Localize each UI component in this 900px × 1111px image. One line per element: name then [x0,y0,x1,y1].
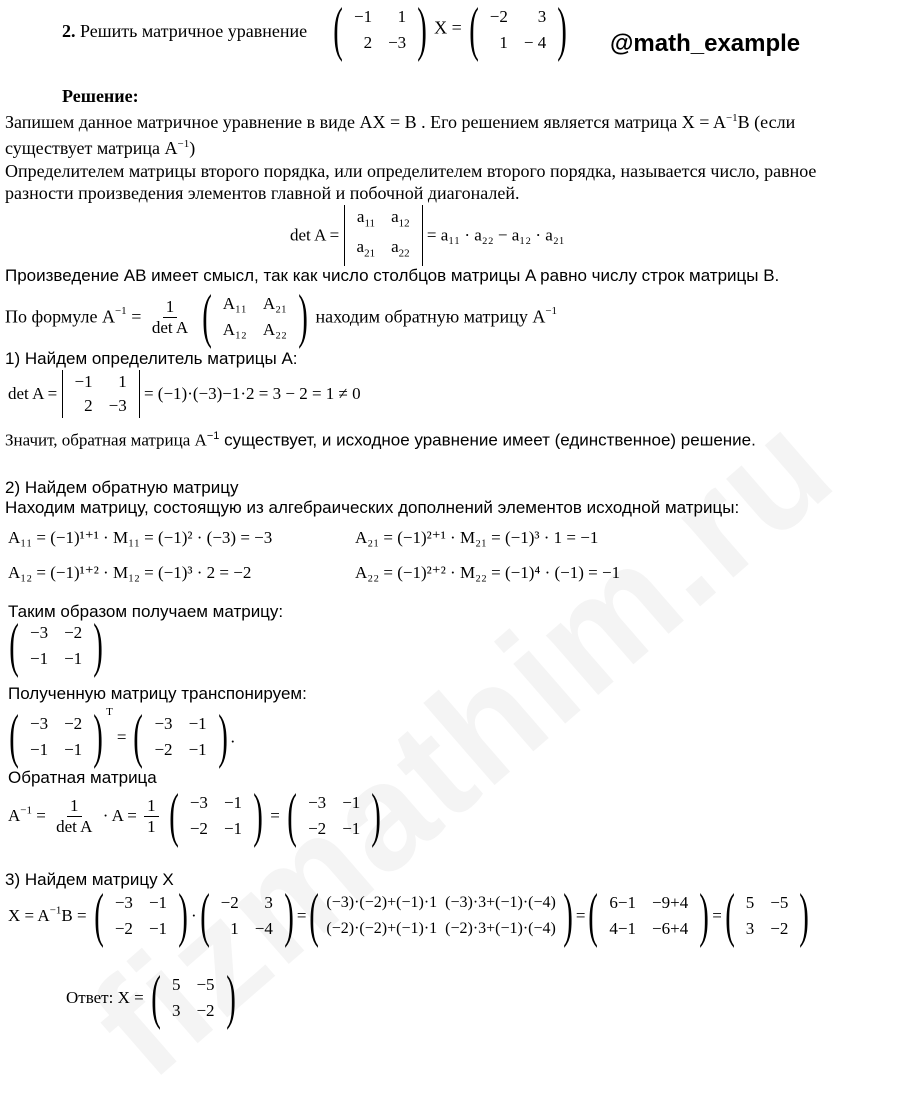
cell: −3 [29,714,49,734]
cell: −1 [64,740,83,760]
solution-heading: Решение: [62,86,139,106]
det-rhs: = a₁₁ · a₂₂ − a₁₂ · a₂₁ [426,225,565,245]
cell: −6+4 [652,919,689,938]
p5-sup: −1 [114,305,127,318]
paragraph-1 [5,112,795,133]
p1-c-end: ) [189,138,196,158]
cell: −2 [308,819,327,838]
cell: (−2)·(−2)+(−1)·1 [326,920,438,937]
cofactor-matrix: ( −3 −2 −1 −1 ) [9,612,103,679]
step-3: 3) Найдем матрицу X [5,870,174,889]
final-m5: ( 5 −5 3 −2 ) [724,882,810,949]
det-a-rhs: = (−1)·(−3)−1·2 = 3 − 2 = 1 ≠ 0 [143,384,361,403]
cell: A₂₂ [262,320,287,339]
transpose-equation [6,703,235,770]
cell: 2 [84,396,93,415]
cell: −1 [29,740,49,760]
cell: −2 [489,7,508,26]
inverse-dot-a: · A = [102,806,137,825]
paragraph-6 [5,430,756,451]
cell: −1 [188,740,207,760]
cell: 3 [537,7,547,26]
cell: 1 [230,919,239,938]
cell: 3 [171,1001,181,1020]
inverse-eq2: = [270,806,280,825]
cofactor-a22: A₂₂ = (−1)²⁺² · M₂₂ = (−1)⁴ · (−1) = −1 [355,563,621,582]
final-eq: = [296,906,307,925]
final-lhs-b: B = [61,906,87,925]
paragraph-9: Обратная матрица [8,768,157,787]
channel-handle: @math_example [610,30,801,57]
det-lhs: det A = [290,225,340,245]
cell: −1 [148,893,168,912]
final-lhs: X = A [8,906,50,925]
cofactor-a11: A₁₁ = (−1)¹⁺¹ · M₁₁ = (−1)² · (−3) = −3 [8,528,273,547]
cell: −3 [189,793,208,812]
p5-eq: = [131,306,142,327]
cell: $a_{12}$ [391,207,410,230]
cell: −1 [188,714,207,734]
cell: 5 [171,975,181,994]
cell: A₁₁ [222,294,247,313]
cell: (−3)·(−2)+(−1)·1 [326,894,438,911]
cell: $a_{11}$ [356,207,376,230]
cell: 6−1 [609,893,637,912]
inverse-eq: = [36,806,46,825]
cell: $a_{22}$ [391,237,410,260]
cell: −9+4 [652,893,689,912]
cell: −3 [154,714,173,734]
step-2: 2) Найдем обратную матрицу [5,478,239,497]
inverse-m2: ( −3 −1 −2 −1 ) [287,782,382,849]
cofactor-a21: A₂₁ = (−1)²⁺¹ · M₂₁ = (−1)³ · 1 = −1 [355,528,599,547]
cell: −3 [308,793,327,812]
cell: 3 [264,893,273,912]
cell: (−2)·3+(−1)·(−4) [445,920,556,937]
final-lhs-sup: −1 [49,904,62,917]
inverse-equation [8,782,384,849]
task-text: Решить матричное уравнение [80,21,308,41]
cell: 4−1 [609,919,637,938]
cell: −3 [108,396,127,415]
cell: −2 [220,893,239,912]
task-equation [330,0,570,63]
p5-text-a: По формуле A [5,306,115,327]
paragraph-3: разности произведения элементов главной и побочной диагоналей. [5,183,520,203]
task-matrix-b: ( −2 3 1 − 4 ) [469,0,568,63]
p6-text-b: существует, и исходное уравнение имеет (единственное) решение. [224,430,756,450]
p1-text-b: B (если [737,112,796,132]
final-eq2: = [575,906,586,925]
final-m3: ( (−3)·(−2)+(−1)·1 (−3)·3+(−1)·(−4) (−2)·(−2)+(−1)·1 (−2)·3+(−1)·(−4) ) [309,882,573,949]
inverse-lhs: A [8,806,21,825]
answer-matrix: ( 5 −5 3 −2 ) [151,964,236,1031]
cell: −1 [342,819,361,838]
p1-text-a: Запишем данное матричное уравнение в виде AX = B . Его решением является матрица X = A [5,112,726,132]
final-equation [8,882,812,949]
cell: (−3)·3+(−1)·(−4) [445,894,556,911]
paragraph-2: Определителем матрицы второго порядка, или определителем второго порядка, называется число, равное [5,161,817,181]
cell: 1 [397,7,407,26]
inverse-m1: ( −3 −1 −2 −1 ) [169,782,263,849]
paragraph-8: Полученную матрицу транспонируем: [8,684,307,703]
det-a-matrix [62,370,140,418]
paragraph-1b [5,138,195,159]
paragraph-7: Таким образом получаем матрицу: [8,602,284,621]
step-2-text: Находим матрицу, состоящую из алгебраических дополнений элементов исходной матрицы: [5,498,740,517]
answer [66,964,239,1031]
p1-sup: −1 [725,112,738,124]
cell: −2 [196,1001,215,1020]
cell: −2 [114,919,133,938]
cell: $a_{21}$ [356,237,376,260]
cell: −1 [342,793,361,812]
final-dot: · [191,906,197,925]
final-m1: ( −3 −1 −2 −1 ) [94,882,188,949]
cell: −2 [64,623,83,642]
p1-c-sup: −1 [177,138,190,150]
p5-matrix: ( A₁₁ A₂₁ A₁₂ A₂₂ ) [201,283,308,350]
task-x-eq: X = [434,17,462,38]
p5-text-b: находим обратную матрицу A [315,306,546,327]
cell: −2 [189,819,208,838]
paragraph-4: Произведение AB имеет смысл, так как число столбцов матрицы A равно числу строк матрицы B. [5,266,780,285]
cell: −4 [254,919,273,938]
inverse-fraction-2: $\frac{1}{1}$ [144,796,159,837]
cell: 1 [499,33,508,52]
cell: −5 [196,975,215,994]
cell: −1 [148,919,168,938]
cell: −1 [29,649,49,668]
p1-text-c: существует матрица A [5,138,178,158]
cell: −2 [154,740,173,760]
task-number: 2. [62,21,76,41]
cell: − 4 [523,33,547,52]
cell: −1 [64,649,83,668]
cell: −1 [353,7,373,26]
transpose-sup: T [106,706,113,718]
inverse-lhs-sup: −1 [20,804,32,817]
cell: −3 [388,33,407,52]
cofactor-a12: A₁₂ = (−1)¹⁺² · M₁₂ = (−1)³ · 2 = −2 [8,563,252,582]
cell: A₂₁ [262,294,287,313]
transpose-left: ( −3 −2 −1 −1 ) [9,703,103,770]
final-m2: ( −2 3 1 −4 ) [199,882,294,949]
cell: −1 [223,819,243,838]
p5-b-sup: −1 [545,305,558,318]
paragraph-5 [5,283,558,350]
cell: −3 [114,893,133,912]
step-1: 1) Найдем определитель матрицы А: [5,349,298,368]
task-matrix-a: ( −1 1 2 −3 ) [333,0,427,63]
p5-fraction: $\frac{1}{\text{det A}}$ [151,296,189,337]
final-eq3: = [712,906,722,925]
cell: −2 [770,919,789,938]
transpose-eq: = [116,727,127,747]
p6-sup: −1 [206,430,220,442]
transpose-right: ( −3 −1 −2 −1 ) [133,703,228,770]
transpose-end: . [230,727,235,747]
cell: A₁₂ [222,320,247,339]
cell: 5 [745,893,755,912]
answer-label: Ответ: X = [66,988,144,1007]
cell: −2 [64,714,83,734]
cell: 3 [745,919,755,938]
cell: −3 [29,623,49,642]
p6-text-a: Значит, обратная матрица A [5,430,207,450]
task-line [62,21,307,42]
final-m4: ( 6−1 −9+4 4−1 −6+4 ) [588,882,709,949]
det-formula [290,205,565,266]
det-generic [344,205,423,266]
cell: −1 [74,372,93,391]
det-a-lhs: det A = [8,384,58,403]
cell: 1 [118,372,127,391]
inverse-fraction: $\frac{1}{\text{det A}}$ [56,795,93,836]
cell: −1 [223,793,243,812]
cell: −5 [770,893,789,912]
det-a [8,370,361,418]
cell: 2 [363,33,373,52]
